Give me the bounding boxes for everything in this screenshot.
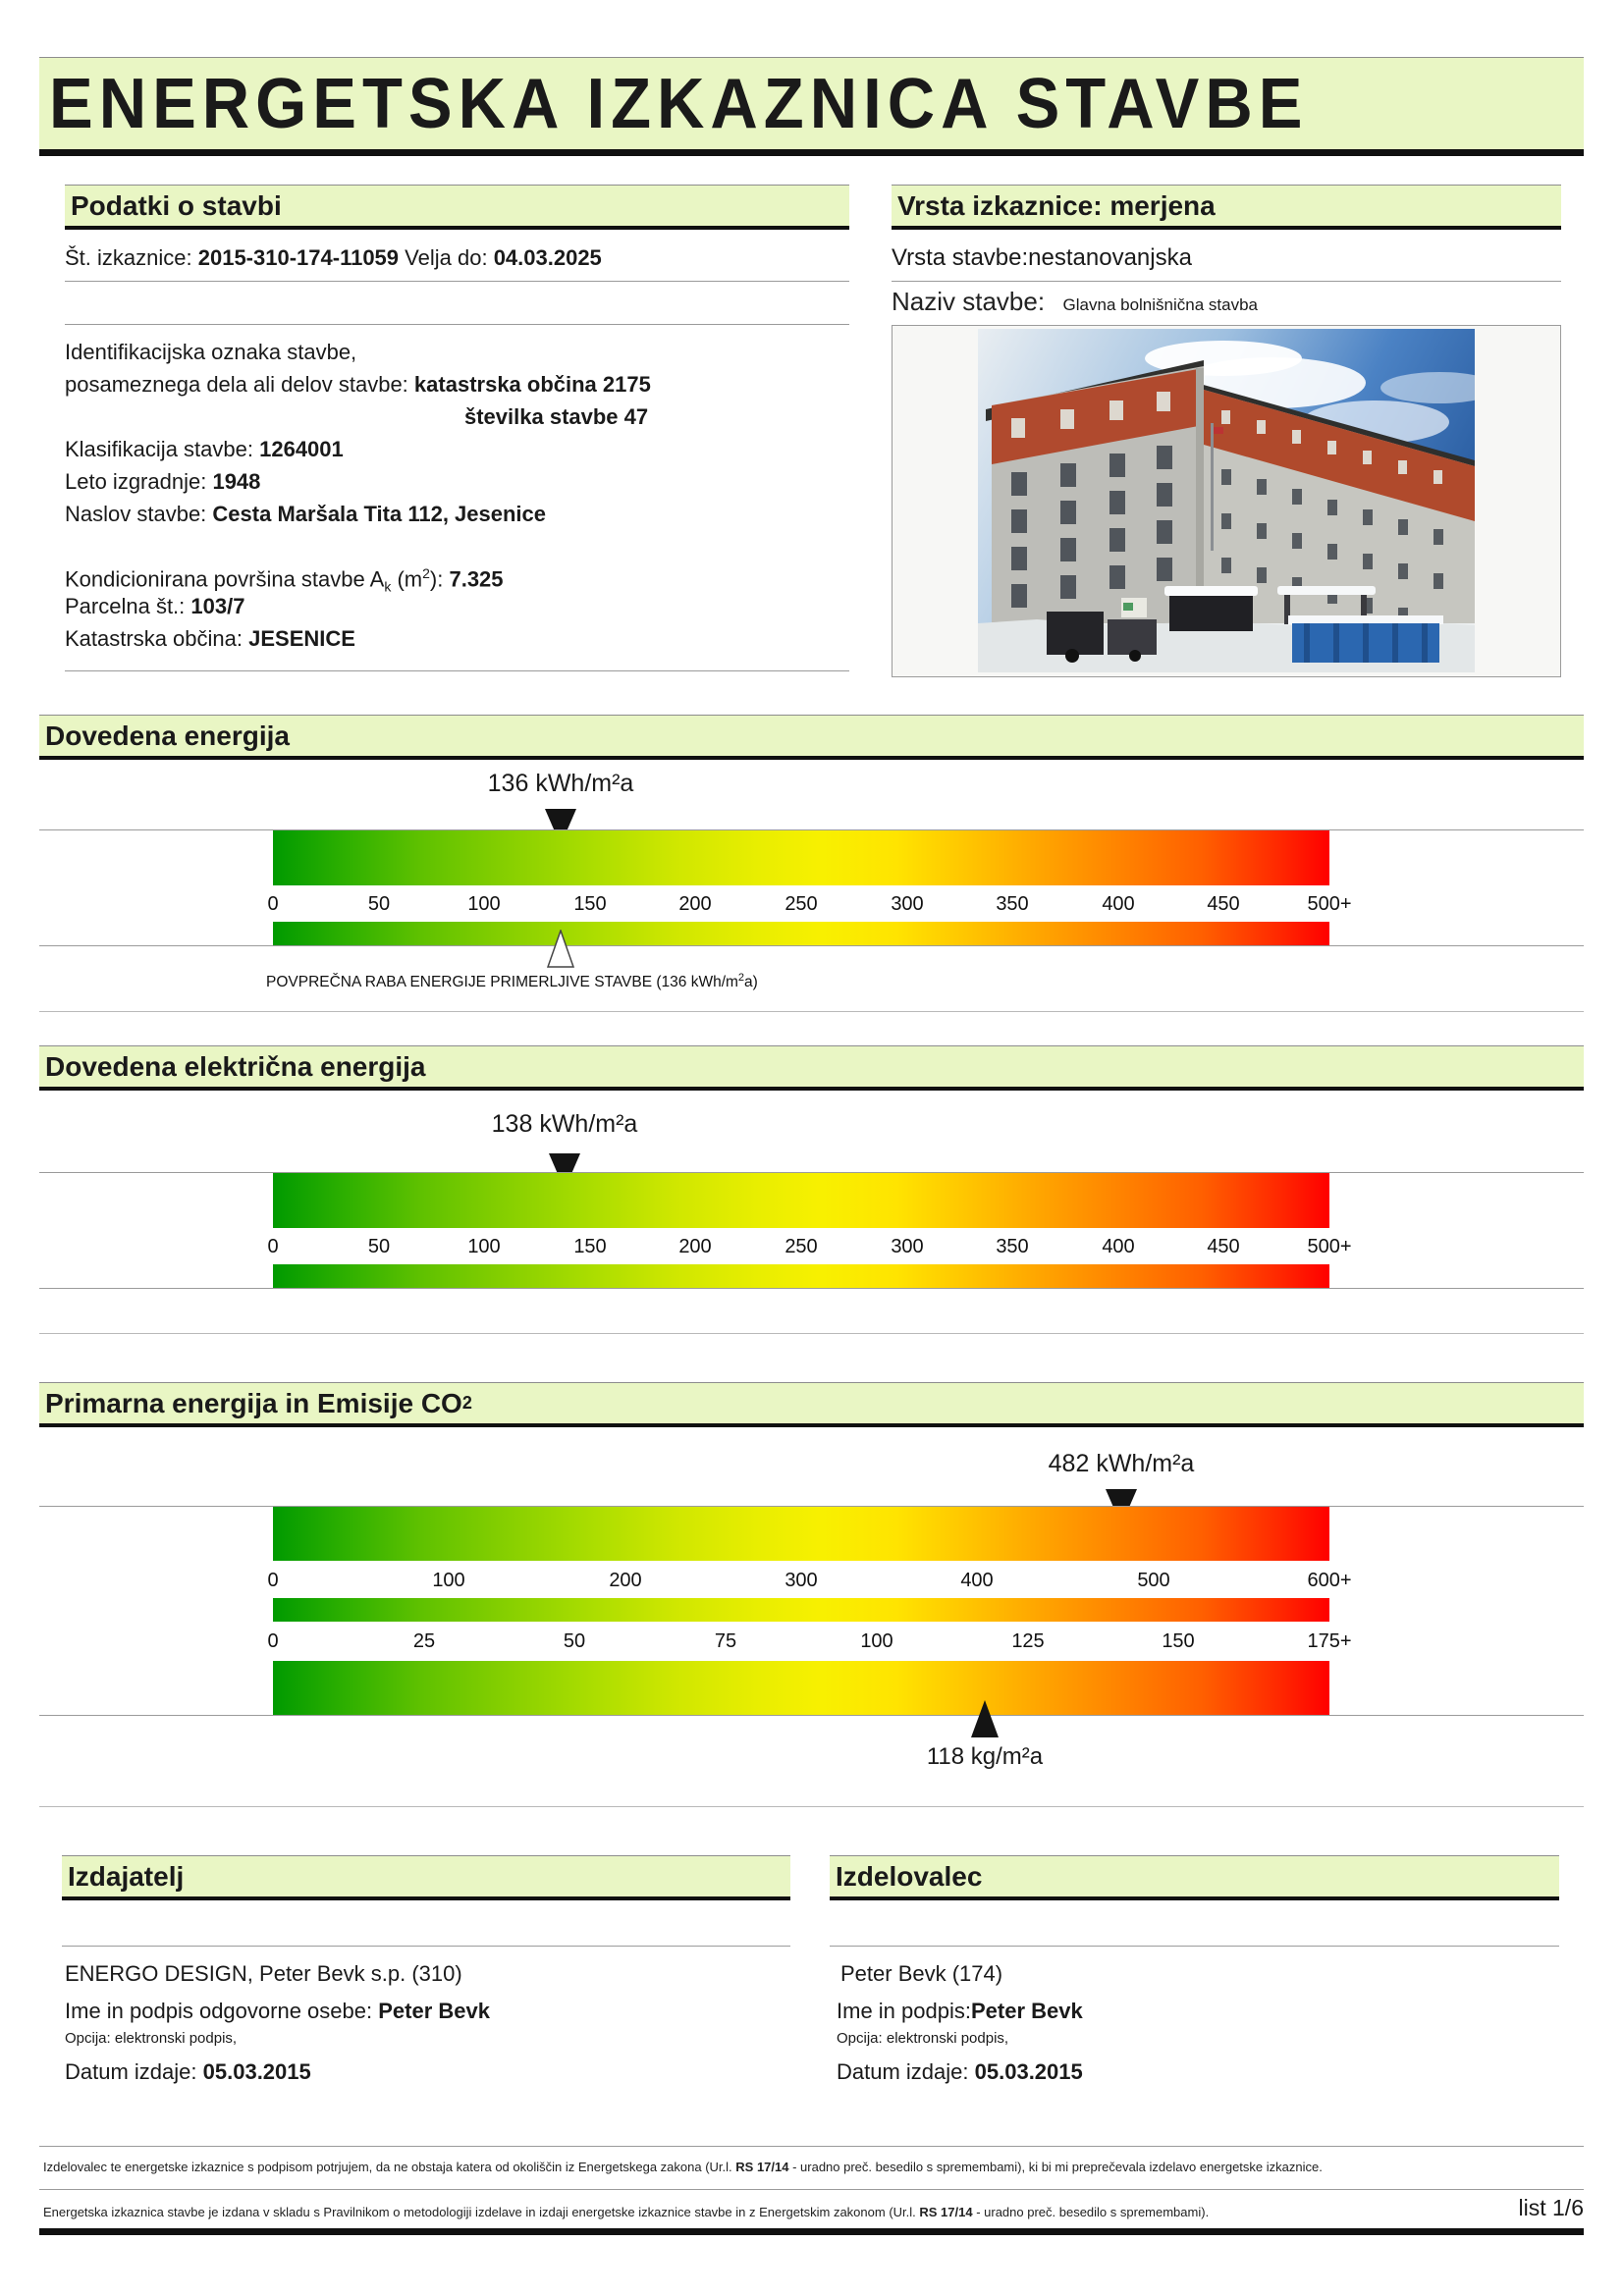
scale-tick: 0 [267,1570,279,1591]
issuer-date-row [65,2056,311,2088]
author-option-note: Opcija: elektronski podpis, [837,2030,1009,2047]
scale-tick: 200 [609,1570,642,1591]
section-divider [39,1806,1584,1807]
valid-until-label: Velja do: [405,245,488,270]
conditioned-area-mid: (m [391,566,423,592]
footer-rule [39,2228,1584,2235]
cadastral-value: JESENICE [248,626,355,651]
building-id-value-1: katastrska občina 2175 [413,372,651,397]
scale-tick: 100 [432,1570,465,1591]
section-divider [39,1011,1584,1012]
section-electric-energy-title: Dovedena električna energija [45,1050,426,1082]
scale-tick: 450 [1207,893,1240,915]
scale-tick: 250 [784,893,818,915]
author-date-row [837,2056,1083,2088]
electric-energy-thin-bar [273,1264,1329,1288]
certificate-number-row [65,241,849,282]
issuer-signer-label: Ime in podpis odgovorne osebe: [65,1999,373,2023]
conditioned-area-value: 7.325 [449,566,504,592]
author-signer-row [837,1995,1083,2027]
building-id-value-2-row [464,400,648,433]
certificate-number-value: 2015-310-174-11059 [197,245,400,270]
footer-disclaimer-1 [43,2160,1323,2174]
footer-disclaimer-1-post: - uradno preč. besedilo s spremembami), ki bi mi preprečevala izdelavo energetske izkaznice. [788,2160,1323,2174]
certificate-number-label: Št. izkaznice: [65,245,192,270]
delivered-energy-ticks [0,893,1623,919]
author-organization: Peter Bevk (174) [840,1961,1003,1986]
building-type-label: Vrsta stavbe: [892,244,1029,271]
footer-line-middle [39,2189,1584,2190]
author-header [830,1855,1559,1900]
scale-tick: 350 [996,1236,1029,1257]
scale-tick: 500 [1137,1570,1170,1591]
building-id-value-2: številka stavbe 47 [464,404,649,429]
scale-tick: 350 [996,893,1029,915]
conditioned-area-sub: k [384,578,392,595]
scale-tick: 0 [267,1630,279,1652]
scale-tick: 175+ [1307,1630,1352,1652]
scale-tick: 0 [267,1236,279,1257]
reference-energy-caption-pre: POVPREČNA RABA ENERGIJE PRIMERLJIVE STAVBE (136 kWh/m [266,974,738,991]
electric-energy-value: 138 kWh/m²a [491,1110,638,1138]
electric-energy-ticks [0,1236,1623,1261]
scale-tick: 300 [891,1236,924,1257]
section-primary-energy-title: Primarna energija in Emisije CO [45,1387,462,1418]
primary-energy-scale-bar [273,1507,1329,1561]
scale-tick: 0 [267,893,279,915]
scale-tick: 200 [678,1236,712,1257]
scale-tick: 50 [367,1236,391,1257]
conditioned-area-sup: 2 [422,565,430,581]
co2-ticks [0,1630,1623,1656]
footer-disclaimer-2 [43,2205,1209,2219]
building-data-header [65,185,849,230]
delivered-energy-value: 136 kWh/m²a [487,770,634,797]
reference-energy-caption [266,972,758,991]
issuer-option-note: Opcija: elektronski podpis, [65,2030,238,2047]
issuer-header [62,1855,790,1900]
scale-tick: 100 [467,893,501,915]
scale-bottom-line [39,1715,1584,1716]
reference-energy-marker-icon [547,930,574,968]
scale-tick: 400 [1102,1236,1135,1257]
issuer-date-label: Datum izdaje: [65,2059,197,2084]
certificate-type-header [892,185,1561,230]
co2-emissions-scale-bar [273,1661,1329,1715]
building-name-value: Glavna bolnišnična stavba [1062,295,1258,314]
building-photo [978,329,1475,672]
issuer-organization: ENERGO DESIGN, Peter Bevk s.p. (310) [65,1961,462,1986]
reference-energy-caption-post: a) [744,974,758,991]
footer-disclaimer-2-ref: RS 17/14 [919,2205,973,2219]
issuer-signer-row [65,1995,490,2027]
section-delivered-energy-header [39,715,1584,760]
certificate-type-header-label: Vrsta izkaznice: merjena [897,189,1216,221]
author-date-value: 05.03.2015 [974,2059,1083,2084]
scale-tick: 25 [412,1630,436,1652]
scale-tick: 250 [784,1236,818,1257]
scale-tick: 300 [784,1570,818,1591]
footer-disclaimer-1-pre: Izdelovalec te energetske izkaznice s podpisom potrjujem, da ne obstaja katera od okoliščin iz Energetskega zakona (Ur.l. [43,2160,736,2174]
scale-tick: 75 [714,1630,737,1652]
scale-bottom-line [39,945,1584,946]
scale-tick: 200 [678,893,712,915]
reference-energy-caption-sup: 2 [737,972,745,984]
building-name-label: Naziv stavbe: [892,287,1046,316]
scale-tick: 400 [1102,893,1135,915]
scale-tick: 100 [467,1236,501,1257]
scale-tick: 450 [1207,1236,1240,1257]
address-row [65,498,546,530]
parcel-row [65,590,244,622]
valid-until-value: 04.03.2025 [493,245,602,270]
left-divider-line [65,324,849,325]
issuer-date-value: 05.03.2015 [202,2059,311,2084]
building-id-label: posameznega dela ali delov stavbe: [65,372,408,397]
address-label: Naslov stavbe: [65,502,207,526]
building-id-row [65,368,651,400]
co2-emissions-marker-icon [971,1700,999,1737]
scale-tick: 600+ [1307,1570,1352,1591]
author-divider-line [830,1946,1559,1947]
scale-bottom-line [39,1288,1584,1289]
primary-energy-value: 482 kWh/m²a [1048,1450,1195,1477]
building-type-value: nestanovanjska [1028,244,1192,271]
cadastral-row [65,622,355,655]
building-data-header-label: Podatki o stavbi [71,189,282,221]
left-bottom-line [65,670,849,671]
author-signer-label: Ime in podpis: [837,1999,971,2023]
scale-tick: 400 [960,1570,994,1591]
document-title-bar [39,57,1584,149]
scale-tick: 300 [891,893,924,915]
parcel-label: Parcelna št.: [65,594,186,618]
scale-tick: 50 [367,893,391,915]
issuer-divider-line [62,1946,790,1947]
parcel-value: 103/7 [190,594,245,618]
author-header-label: Izdelovalec [836,1860,983,1892]
conditioned-area-label: Kondicionirana površina stavbe A [65,566,385,592]
issuer-signer-value: Peter Bevk [378,1999,490,2023]
address-value: Cesta Maršala Tita 112, Jesenice [212,502,547,526]
building-id-caption-1 [65,336,356,368]
building-photo-frame [892,325,1561,677]
scale-tick: 125 [1011,1630,1045,1652]
scale-tick: 100 [860,1630,893,1652]
scale-tick: 150 [1162,1630,1195,1652]
cadastral-label: Katastrska občina: [65,626,243,651]
author-date-label: Datum izdaje: [837,2059,969,2084]
co2-emissions-value: 118 kg/m²a [926,1743,1044,1770]
document-title: ENERGETSKA IZKAZNICA STAVBE [49,64,1309,143]
scale-tick: 150 [573,893,607,915]
section-divider [39,1333,1584,1334]
footer-line-top [39,2146,1584,2147]
building-type-row [892,241,1561,282]
delivered-energy-scale-bar [273,830,1329,885]
author-signer-value: Peter Bevk [970,1999,1083,2023]
scale-tick: 500+ [1307,1236,1352,1257]
construction-year-row [65,465,260,498]
scale-tick: 500+ [1307,893,1352,915]
page-number: list 1/6 [1518,2195,1584,2220]
issuer-header-label: Izdajatelj [68,1860,185,1892]
section-primary-energy-header [39,1382,1584,1427]
section-electric-energy-header [39,1045,1584,1091]
footer-disclaimer-2-pre: Energetska izkaznica stavbe je izdana v skladu s Pravilnikom o metodologiji izdelave in izdaji energetske izkaznice stavbe in z Energetskim zakonom (Ur.l. [43,2205,920,2219]
scale-tick: 150 [573,1236,607,1257]
title-divider [39,149,1584,156]
construction-year-value: 1948 [212,469,261,494]
classification-row [65,433,344,465]
classification-label: Klasifikacija stavbe: [65,437,253,461]
classification-value: 1264001 [259,437,344,461]
section-primary-energy-title-sub: 2 [461,1393,472,1413]
conditioned-area-post: ): [429,566,444,592]
building-id-caption-1-text: Identifikacijska oznaka stavbe, [65,340,357,364]
construction-year-label: Leto izgradnje: [65,469,207,494]
primary-energy-thin-bar [273,1598,1329,1622]
building-name-row [892,287,1561,324]
section-delivered-energy-title: Dovedena energija [45,720,290,751]
primary-energy-ticks [0,1570,1623,1595]
footer-disclaimer-2-post: - uradno preč. besedilo s spremembami). [972,2205,1210,2219]
scale-tick: 50 [563,1630,586,1652]
reference-energy-scale-bar [273,922,1329,945]
footer-disclaimer-1-ref: RS 17/14 [735,2160,789,2174]
electric-energy-scale-bar [273,1173,1329,1228]
